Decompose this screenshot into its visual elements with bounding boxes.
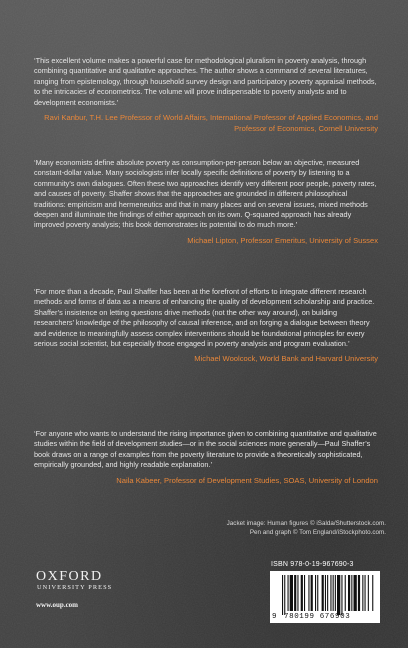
- barcode-bar: [372, 575, 373, 611]
- review-4: [34, 429, 378, 486]
- barcode-bar: [288, 575, 289, 611]
- barcode-bar: [290, 575, 293, 611]
- barcode-bar: [294, 575, 296, 611]
- barcode-bar: [341, 575, 342, 615]
- review-attribution: Ravi Kanbur, T.H. Lee Professor of World Affairs, International Professor of Applied Economics, and Professor of Economics, Cornell University: [44, 113, 378, 133]
- review-2: [34, 158, 378, 246]
- review-1: [34, 56, 378, 134]
- barcode-bars: [270, 571, 380, 615]
- barcode-bar: [297, 575, 298, 611]
- review-3: [34, 287, 378, 365]
- barcode-bar: [368, 575, 369, 611]
- review-quote: ‘Many economists define absolute poverty as consumption-per-person below an objective, measured constant-dollar value. Many sociologists infer locally specific definitions of poverty by listening to a community’s own dialogues. Often these two approaches identify very different poor people, poverty rates, and causes of poverty. Shaffer shows that the approaches are grounded in different philosophical traditions: empiricism and hermeneutics and that in many places and on several issues, mixed methods deepen and illuminate the findings of either approach on its own. Q-squared approach has already improved poverty analysis; this book demonstrates its potential to do much more.’: [34, 158, 377, 230]
- barcode-bar: [284, 575, 285, 615]
- barcode-digit-first: 9: [272, 613, 277, 621]
- barcode-bar: [335, 575, 336, 611]
- barcode-bar: [327, 575, 328, 611]
- barcode-digit-rest: 780199 676903: [284, 613, 351, 621]
- barcode-bar: [337, 575, 340, 615]
- publisher-logo: [36, 569, 146, 592]
- barcode-bar: [333, 575, 334, 611]
- barcode-bar: [301, 575, 303, 611]
- barcode-bar: [315, 575, 316, 611]
- barcode-bar: [308, 575, 309, 611]
- jacket-credits: [180, 519, 386, 538]
- review-attribution: Michael Woolcock, World Bank and Harvard University: [194, 354, 378, 364]
- barcode-bar: [304, 575, 305, 611]
- review-attribution: Naila Kabeer, Professor of Development Studies, SOAS, University of London: [116, 475, 378, 485]
- barcode-bar: [345, 575, 346, 611]
- barcode-bar: [325, 575, 326, 611]
- barcode: [270, 571, 380, 623]
- barcode-bar: [362, 575, 363, 611]
- barcode-bar: [358, 575, 360, 611]
- barcode-bar: [365, 575, 366, 611]
- barcode-bar: [317, 575, 318, 611]
- review-quote: ‘For anyone who wants to understand the rising importance given to combining quantitative and qualitative studies within the field of development studies—or in the social sciences more generally—Paul Shaffer’s book draws on a range of examples from the poverty literature to provide a theoretically sophisticated, empirically grounded, and highly readable explanation.’: [34, 429, 377, 470]
- publisher-name: OXFORD: [36, 569, 103, 584]
- barcode-bar: [282, 575, 283, 615]
- review-attribution: Michael Lipton, Professor Emeritus, University of Sussex: [187, 235, 378, 245]
- credit-line: Pen and graph © Tom England/iStockphoto.com.: [249, 529, 386, 537]
- review-quote: ‘For more than a decade, Paul Shaffer has been at the forefront of efforts to integrate different research methods and forms of data as a means of enhancing the quality of development scholarship and practice. Shaffer’s insistence on letting questions drive methods (not the other way around), on building researchers’ knowledge of the philosophy of causal inference, and on forging a dialogue between theory and evidence to meaningfully assess complex interventions should be foundational principles for every serious social scientist, but especially those engaged in poverty analysis and program evaluation.’: [34, 287, 375, 349]
- barcode-bar: [351, 575, 352, 611]
- review-quote: ‘This excellent volume makes a powerful case for methodological pluralism in poverty analysis, through combining quantitative and qualitative approaches. The author shows a command of several literatures, ranging from epistemology, through household survey design and participatory poverty appraisal methods, to the intricacies of econometrics. The volume will prove indispensable to poverty analysts and to development economists.’: [34, 56, 377, 107]
- credit-line: Jacket image: Human figures © iSalda/Shutterstock.com.: [226, 520, 386, 527]
- barcode-bar: [311, 575, 313, 611]
- barcode-bar: [348, 575, 350, 611]
- barcode-bar: [322, 575, 324, 611]
- barcode-bar: [330, 575, 331, 611]
- publisher-website: www.oup.com: [36, 601, 79, 609]
- barcode-bar: [354, 575, 357, 611]
- isbn-label: ISBN 978-0-19-967690-3: [271, 561, 354, 568]
- publisher-press: UNIVERSITY PRESS: [37, 584, 113, 591]
